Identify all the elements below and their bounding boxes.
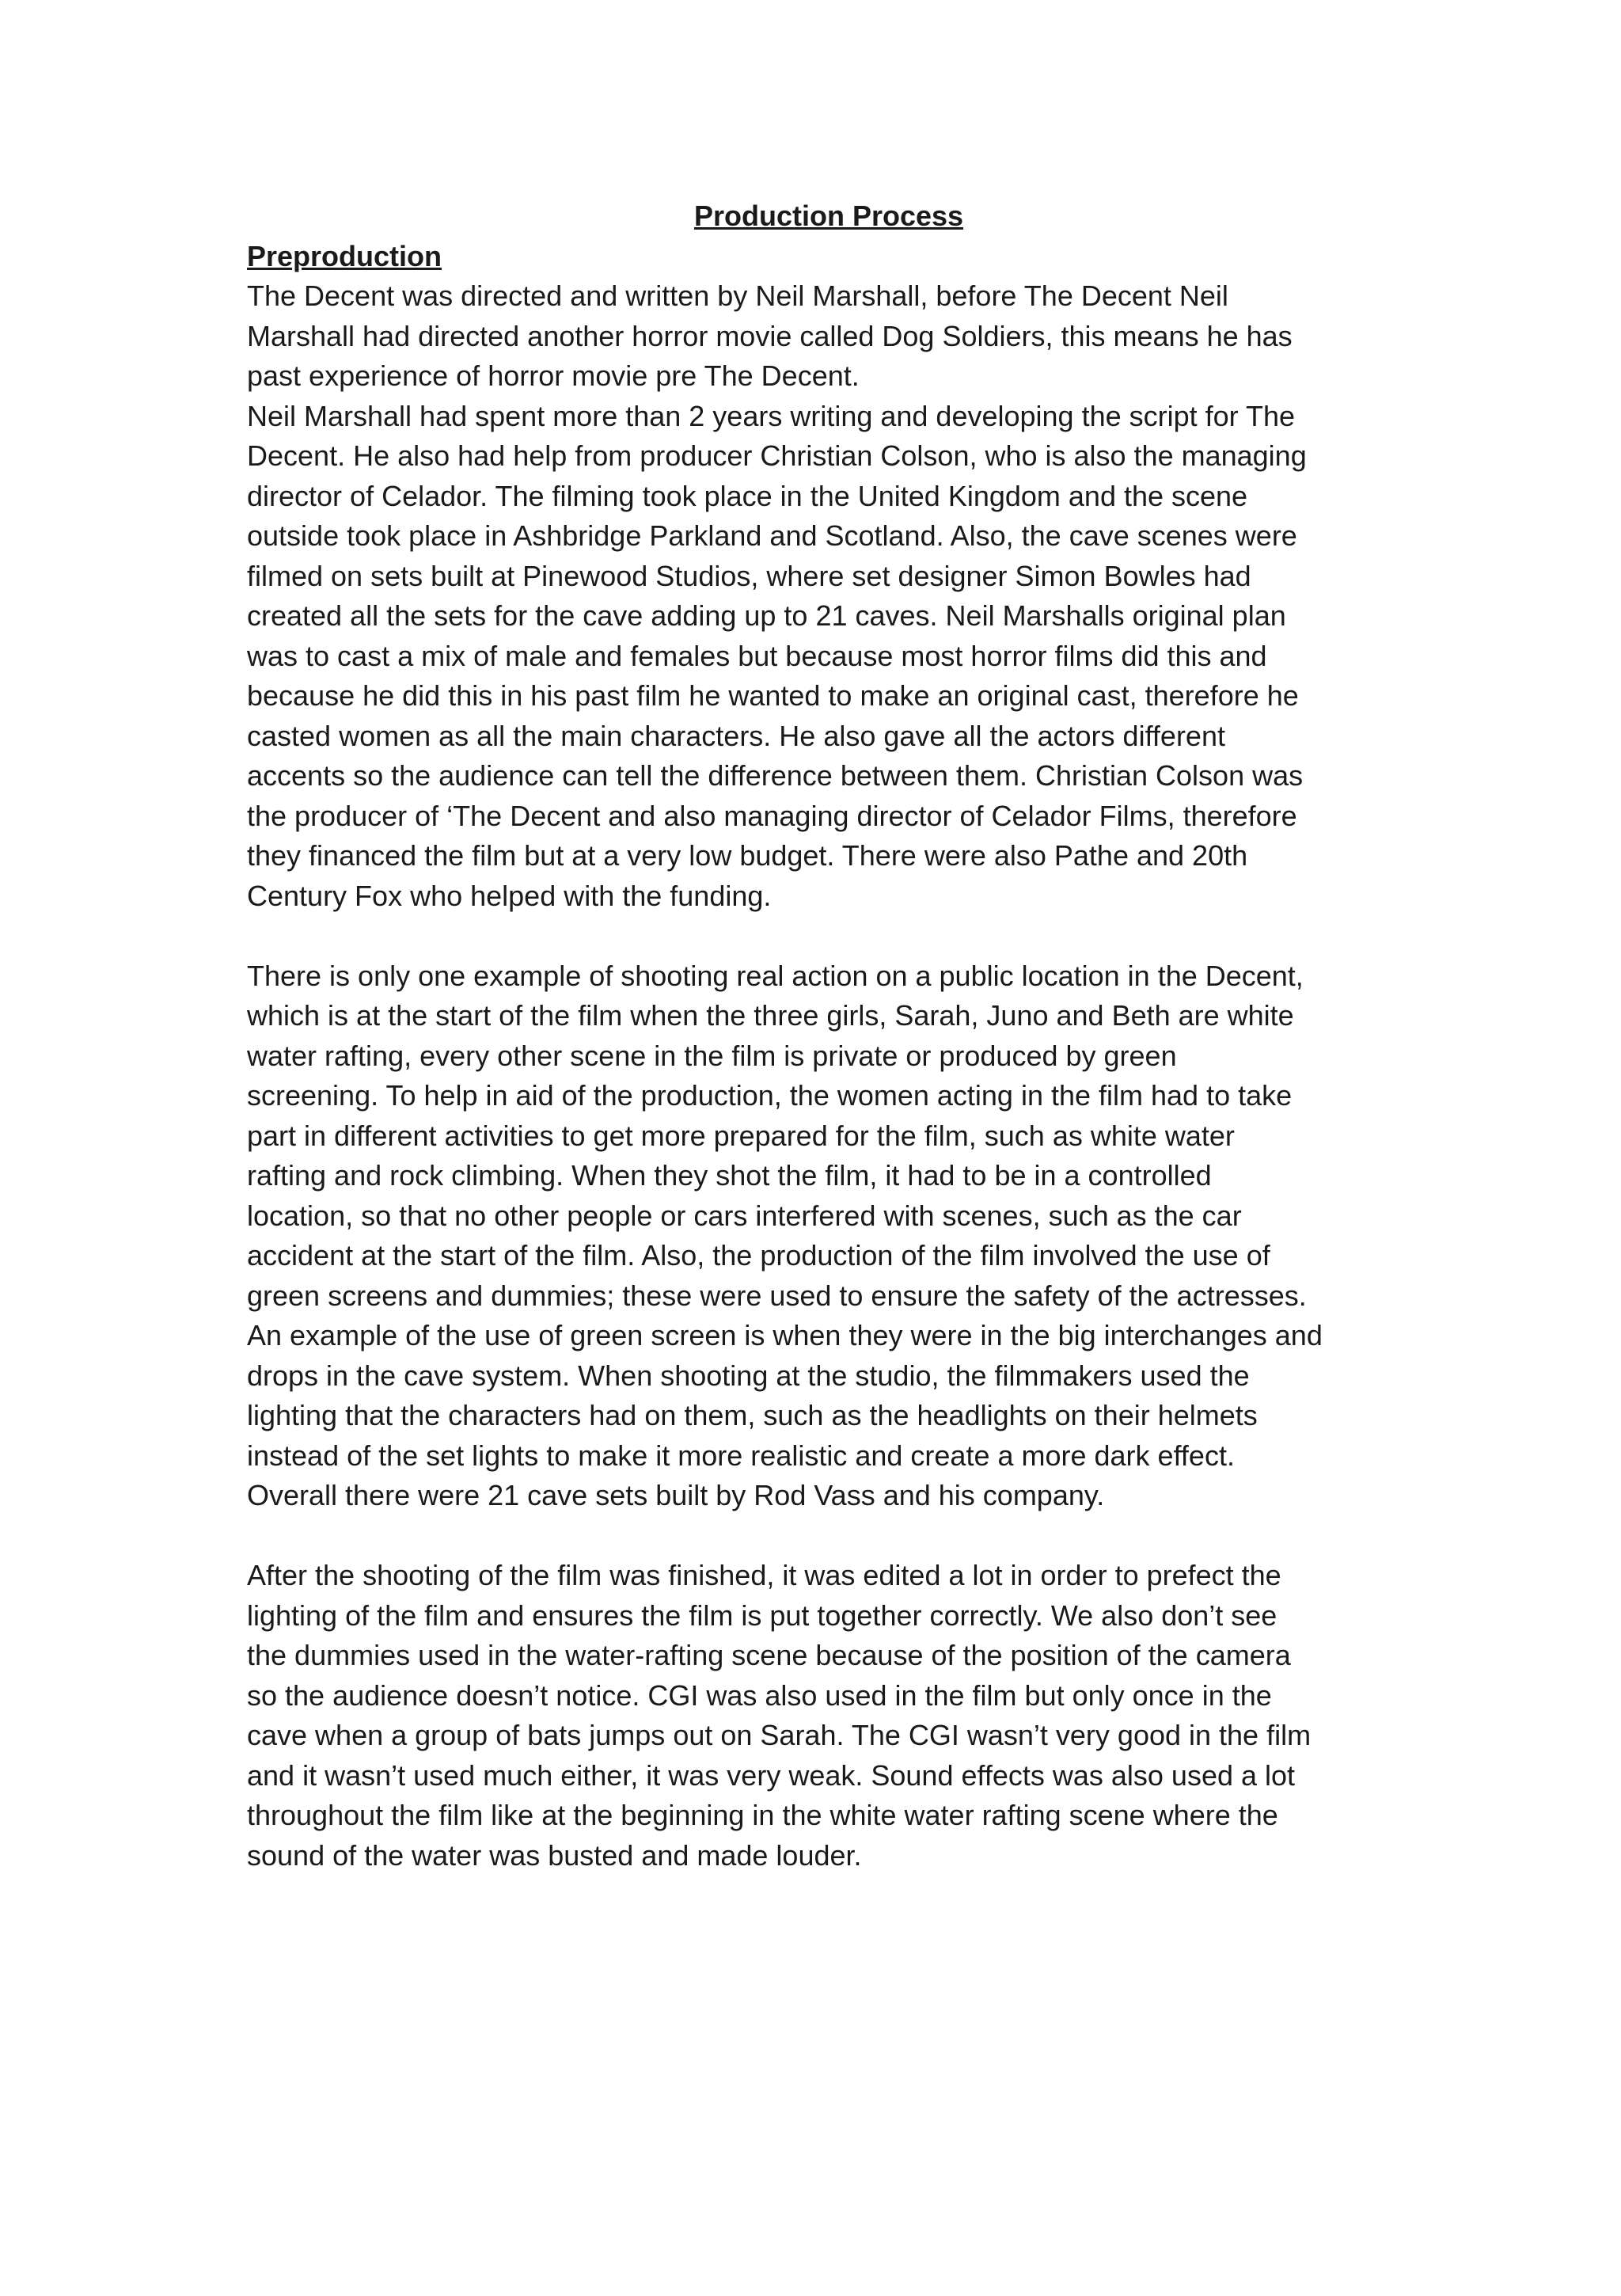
text-line: the dummies used in the water-rafting scene because of the position of the camera <box>247 1639 1291 1671</box>
text-line: accents so the audience can tell the difference between them. Christian Colson was <box>247 759 1304 792</box>
paragraphs-container <box>247 276 1387 1876</box>
text-line: location, so that no other people or cars interfered with scenes, such as the car <box>247 1199 1242 1232</box>
text-line: screening. To help in aid of the production, the women acting in the film had to take <box>247 1079 1293 1112</box>
text-line: which is at the start of the film when the three girls, Sarah, Juno and Beth are white <box>247 999 1294 1032</box>
text-line: rafting and rock climbing. When they shot the film, it had to be in a controlled <box>247 1159 1212 1192</box>
paragraph-spacer <box>247 916 1387 956</box>
text-line: sound of the water was busted and made louder. <box>247 1838 862 1872</box>
text-line: outside took place in Ashbridge Parkland and Scotland. Also, the cave scenes were <box>247 519 1297 552</box>
paragraph-2 <box>247 397 1387 917</box>
text-line: drops in the cave system. When shooting at the studio, the filmmakers used the <box>247 1359 1250 1392</box>
text-line: past experience of horror movie pre The Decent. <box>247 359 860 392</box>
text-line: Century Fox who helped with the funding. <box>247 879 772 912</box>
text-line: After the shooting of the film was finished, it was edited a lot in order to prefect the <box>247 1559 1281 1591</box>
paragraph-1 <box>247 276 1387 397</box>
text-line: the producer of ‘The Decent and also managing director of Celador Films, therefore <box>247 799 1297 832</box>
text-line: lighting of the film and ensures the film is put together correctly. We also don’t see <box>247 1598 1277 1632</box>
text-line: Neil Marshall had spent more than 2 years writing and developing the script for The <box>247 399 1296 432</box>
paragraph-spacer <box>247 1516 1387 1557</box>
text-line: was to cast a mix of male and females but because most horror films did this and <box>247 639 1267 672</box>
text-line: Marshall had directed another horror movie called Dog Soldiers, this means he has <box>247 319 1293 352</box>
document-body <box>247 196 1387 1876</box>
text-line: casted women as all the main characters. He also gave all the actors different <box>247 719 1225 752</box>
text-line: water rafting, every other scene in the film is private or produced by green <box>247 1039 1177 1072</box>
text-line: and it wasn’t used much either, it was very weak. Sound effects was also used a lot <box>247 1758 1296 1792</box>
text-line: filmed on sets built at Pinewood Studios, where set designer Simon Bowles had <box>247 559 1251 592</box>
paragraph-4 <box>247 1556 1387 1876</box>
text-line: Overall there were 21 cave sets built by Rod Vass and his company. <box>247 1479 1105 1511</box>
text-line: created all the sets for the cave adding up to 21 caves. Neil Marshalls original plan <box>247 599 1286 632</box>
document-title: Production Process <box>693 200 964 232</box>
text-line: accident at the start of the film. Also, the production of the film involved the use of <box>247 1239 1270 1272</box>
text-line: Decent. He also had help from producer Christian Colson, who is also the managing <box>247 439 1307 472</box>
text-line: so the audience doesn’t notice. CGI was also used in the film but only once in the <box>247 1678 1272 1712</box>
text-line: There is only one example of shooting real action on a public location in the Decent, <box>247 959 1304 992</box>
text-line: they financed the film but at a very low budget. There were also Pathe and 20th <box>247 839 1248 872</box>
section-heading-preproduction: Preproduction <box>247 239 442 272</box>
text-line: cave when a group of bats jumps out on Sarah. The CGI wasn’t very good in the film <box>247 1719 1312 1751</box>
text-line: part in different activities to get more prepared for the film, such as white water <box>247 1119 1235 1152</box>
text-line: green screens and dummies; these were used to ensure the safety of the actresses. <box>247 1279 1307 1312</box>
text-line: An example of the use of green screen is when they were in the big interchanges and <box>247 1319 1323 1351</box>
text-line: The Decent was directed and written by Neil Marshall, before The Decent Neil <box>247 279 1228 312</box>
text-line: instead of the set lights to make it more realistic and create a more dark effect. <box>247 1439 1235 1472</box>
text-line: director of Celador. The filming took place in the United Kingdom and the scene <box>247 479 1248 512</box>
text-line: throughout the film like at the beginning in the white water rafting scene where the <box>247 1799 1278 1831</box>
text-line: because he did this in his past film he wanted to make an original cast, therefore he <box>247 679 1299 712</box>
paragraph-3 <box>247 956 1387 1516</box>
text-line: lighting that the characters had on them, such as the headlights on their helmets <box>247 1399 1258 1431</box>
